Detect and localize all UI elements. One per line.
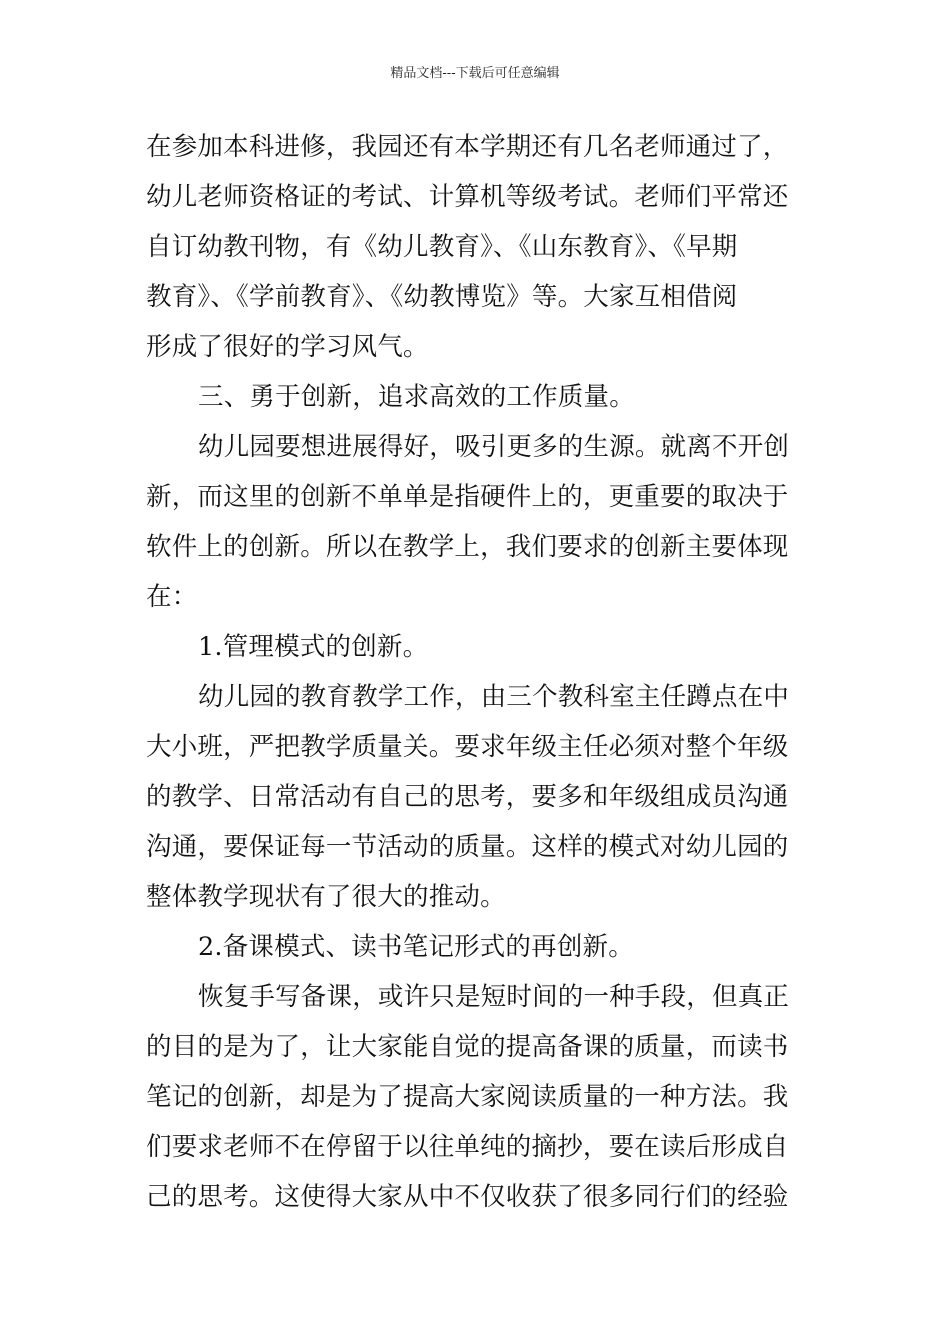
text-line: 新，而这里的创新不单单是指硬件上的，更重要的取决于 xyxy=(146,482,789,512)
text-line: 己的思考。这使得大家从中不仅收获了很多同行们的经验 xyxy=(146,1182,789,1212)
text-line: 软件上的创新。所以在教学上，我们要求的创新主要体现 xyxy=(146,532,789,562)
text-line: 幼儿园要想进展得好，吸引更多的生源。就离不开创 xyxy=(198,432,790,462)
text-line: 在： xyxy=(146,582,198,612)
subsection-heading: 2.备课模式、读书笔记形式的再创新。 xyxy=(198,932,634,962)
text-line: 形成了很好的学习风气。 xyxy=(146,332,429,362)
text-line: 笔记的创新，却是为了提高大家阅读质量的一种方法。我 xyxy=(146,1082,789,1112)
text-line: 们要求老师不在停留于以往单纯的摘抄，要在读后形成自 xyxy=(146,1132,789,1162)
text-line: 幼儿老师资格证的考试、计算机等级考试。老师们平常还 xyxy=(146,182,789,212)
text-line: 自订幼教刊物，有《幼儿教育》、《山东教育》、《早期 xyxy=(146,232,738,262)
page-header: 精品文档---下载后可任意编辑 xyxy=(390,66,560,81)
text-line: 的目的是为了，让大家能自觉的提高备课的质量，而读书 xyxy=(146,1032,789,1062)
body-text xyxy=(146,122,808,1222)
section-heading: 三、勇于创新，追求高效的工作质量。 xyxy=(198,382,635,412)
text-line: 的教学、日常活动有自己的思考，要多和年级组成员沟通 xyxy=(146,782,789,812)
text-line: 整体教学现状有了很大的推动。 xyxy=(146,882,506,912)
text-line: 恢复手写备课，或许只是短时间的一种手段，但真正 xyxy=(198,982,790,1012)
text-line: 大小班，严把教学质量关。要求年级主任必须对整个年级 xyxy=(146,732,789,762)
subsection-heading: 1.管理模式的创新。 xyxy=(198,632,429,662)
text-line: 在参加本科进修，我园还有本学期还有几名老师通过了， xyxy=(146,132,789,162)
text-line: 沟通，要保证每一节活动的质量。这样的模式对幼儿园的 xyxy=(146,832,789,862)
text-line: 教育》、《学前教育》、《幼教博览》等。大家互相借阅 xyxy=(146,282,738,312)
text-line: 幼儿园的教育教学工作，由三个教科室主任蹲点在中 xyxy=(198,682,790,712)
